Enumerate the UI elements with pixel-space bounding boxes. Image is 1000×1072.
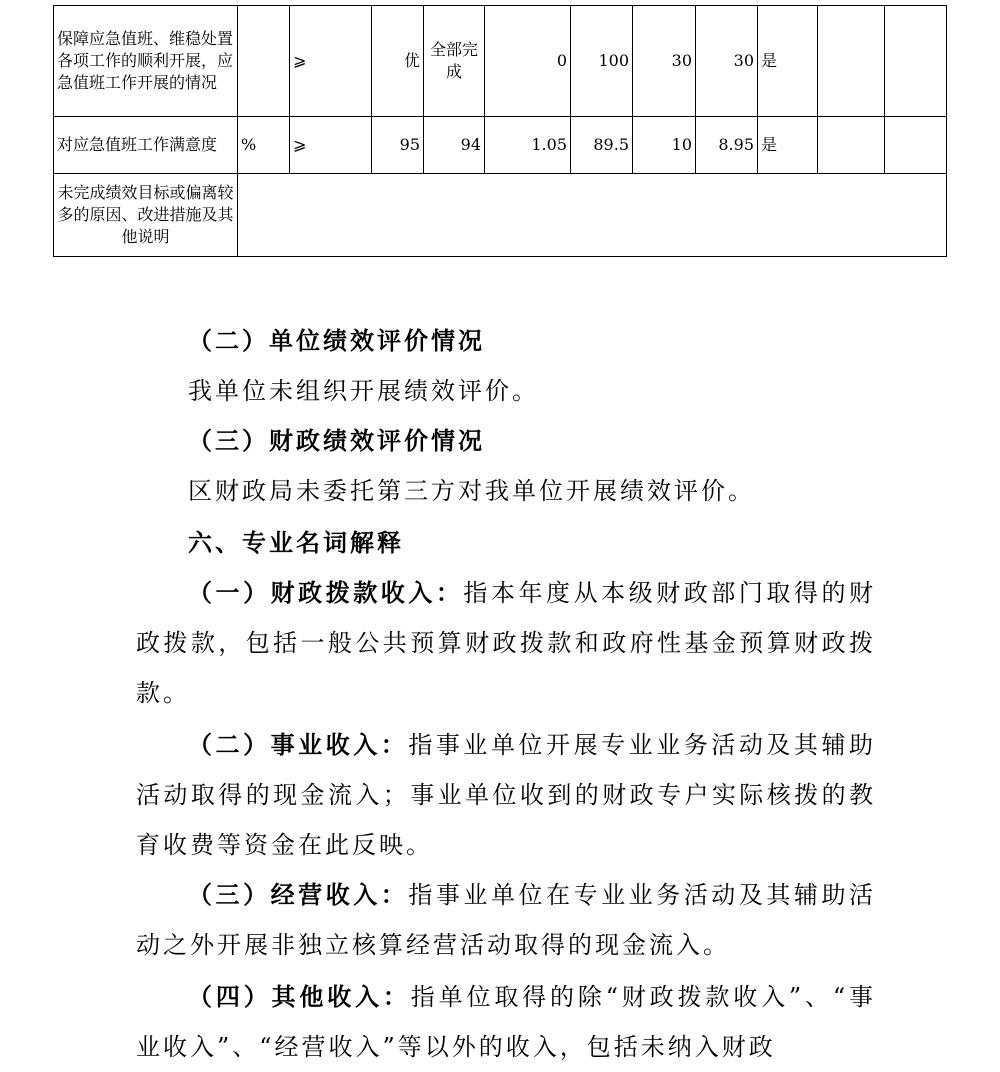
term-paragraph: [136, 870, 876, 970]
deviation-cell: 1.05: [485, 117, 571, 174]
section-heading: （二）单位绩效评价情况: [188, 326, 485, 355]
term-definition: 指事业单位开展专业业务活动及其辅助活动取得的现金流入；事业单位收到的财政专户实际核拨的教育收费等资金在此反映。: [136, 731, 877, 859]
table-row: [54, 6, 947, 117]
completion-rate-cell: 89.5: [571, 117, 633, 174]
table-row: [54, 174, 947, 257]
table-row: [54, 117, 947, 174]
target-cell: 95: [372, 117, 424, 174]
section-heading: （三）财政绩效评价情况: [188, 426, 485, 455]
term-label: （一）财政拨款收入：: [188, 578, 464, 607]
extra-cell: [818, 6, 885, 117]
operator-cell: ⩾: [290, 117, 372, 174]
actual-cell: 全部完成: [424, 6, 485, 117]
term-definition: 指本年度从本级财政部门取得的财政拨款，包括一般公共预算财政拨款和政府性基金预算财政拨款。: [136, 579, 877, 707]
indicator-cell: 对应急值班工作满意度: [54, 117, 238, 174]
term-paragraph: [136, 568, 876, 718]
term-definition: 指单位取得的除“财政拨款收入”、“事业收入”、“经营收入”等以外的收入，包括未纳入财政: [136, 983, 876, 1061]
term-definition: 指事业单位在专业业务活动及其辅助活动之外开展非独立核算经营活动取得的现金流入。: [136, 881, 877, 959]
note-label-cell: 未完成绩效目标或偏离较多的原因、改进措施及其他说明: [54, 174, 238, 257]
term-paragraph: [136, 720, 876, 870]
actual-cell: 94: [424, 117, 485, 174]
extra-cell: [885, 6, 947, 117]
term-label: （四）其他收入：: [188, 982, 411, 1011]
term-label: （二）事业收入：: [188, 730, 409, 759]
deviation-cell: 0: [485, 6, 571, 117]
weight-cell: 30: [633, 6, 696, 117]
indicator-cell: 保障应急值班、维稳处置各项工作的顺利开展，应急值班工作开展的情况: [54, 6, 238, 117]
term-paragraph: [136, 972, 876, 1072]
unit-cell: %: [238, 117, 290, 174]
completion-rate-cell: 100: [571, 6, 633, 117]
operator-cell: ⩾: [290, 6, 372, 117]
chapter-heading: 六、专业名词解释: [188, 528, 404, 557]
performance-table: [53, 5, 947, 257]
score-cell: 8.95: [696, 117, 758, 174]
extra-cell: [818, 117, 885, 174]
extra-cell: [885, 117, 947, 174]
paragraph: 区财政局未委托第三方对我单位开展绩效评价。: [188, 477, 755, 505]
note-value-cell: [238, 174, 947, 257]
score-cell: 30: [696, 6, 758, 117]
unit-cell: [238, 6, 290, 117]
term-label: （三）经营收入：: [188, 880, 409, 909]
target-cell: 优: [372, 6, 424, 117]
paragraph: 我单位未组织开展绩效评价。: [188, 377, 539, 405]
weight-cell: 10: [633, 117, 696, 174]
achieved-cell: 是: [758, 6, 818, 117]
achieved-cell: 是: [758, 117, 818, 174]
